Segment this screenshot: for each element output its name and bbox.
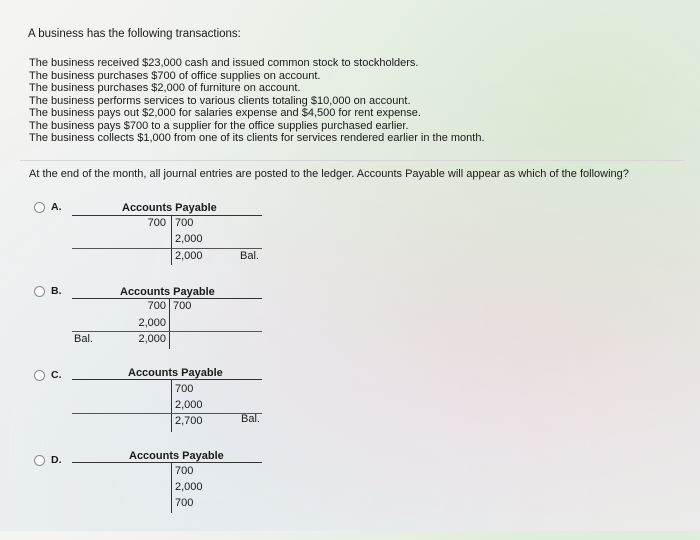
option-b-t-center-line bbox=[169, 299, 170, 349]
option-c-total-line bbox=[72, 413, 262, 414]
option-c-t-center-line bbox=[171, 380, 172, 432]
option-c-letter: C. bbox=[51, 369, 62, 381]
option-b-bal-label: Bal. bbox=[74, 333, 93, 345]
option-d-account-title: Accounts Payable bbox=[129, 450, 224, 462]
option-a-account-title: Accounts Payable bbox=[122, 202, 217, 214]
option-a-t-center-line bbox=[171, 216, 172, 265]
option-d-credit-1: 700 bbox=[175, 465, 194, 477]
option-d-credit-3: 700 bbox=[175, 497, 194, 509]
option-a-total-line bbox=[72, 248, 262, 249]
option-b-debit-2: 2,000 bbox=[138, 317, 166, 329]
option-b-radio[interactable] bbox=[34, 286, 45, 297]
option-b-account-title: Accounts Payable bbox=[120, 286, 215, 298]
option-c-t-top-line bbox=[72, 379, 262, 380]
option-a-bal-label: Bal. bbox=[240, 250, 259, 262]
option-a-t-top-line bbox=[72, 215, 262, 216]
option-a-credit-1: 700 bbox=[175, 217, 194, 229]
option-b-debit-1: 700 bbox=[147, 300, 166, 312]
option-b-letter: B. bbox=[51, 285, 62, 297]
option-b-credit-1: 700 bbox=[173, 300, 192, 312]
option-d[interactable] bbox=[34, 450, 284, 540]
option-a-debit-1: 700 bbox=[147, 217, 166, 229]
question-prompt: At the end of the month, all journal entries are posted to the ledger. Accounts Payable will appear as which of the following? bbox=[29, 168, 629, 180]
option-d-radio[interactable] bbox=[34, 455, 45, 466]
option-c-account-title: Accounts Payable bbox=[128, 367, 223, 379]
option-a[interactable] bbox=[34, 202, 284, 287]
option-d-t-center-line bbox=[171, 463, 172, 513]
option-a-letter: A. bbox=[51, 201, 62, 213]
transaction-4: The business performs services to various clients totaling $10,000 on account. bbox=[29, 94, 411, 107]
option-b[interactable] bbox=[34, 286, 284, 371]
transaction-1: The business received $23,000 cash and issued common stock to stockholders. bbox=[29, 57, 419, 69]
option-d-credit-2: 2,000 bbox=[175, 481, 203, 493]
option-b-debit-3: 2,000 bbox=[138, 333, 166, 345]
option-c[interactable] bbox=[34, 367, 284, 455]
option-b-total-line bbox=[72, 331, 262, 332]
option-c-bal-label: Bal. bbox=[241, 413, 260, 425]
option-c-credit-2: 2,000 bbox=[175, 399, 203, 411]
option-d-letter: D. bbox=[51, 454, 62, 466]
transaction-list bbox=[29, 57, 485, 145]
option-c-credit-3: 2,700 bbox=[175, 415, 203, 427]
transaction-5: The business pays out $2,000 for salaries expense and $4,500 for rent expense. bbox=[29, 107, 421, 119]
option-c-radio[interactable] bbox=[34, 370, 45, 381]
option-a-credit-2: 2,000 bbox=[175, 233, 203, 245]
option-a-credit-3: 2,000 bbox=[175, 250, 203, 262]
transaction-7: The business collects $1,000 from one of its clients for services rendered earlier in the month. bbox=[29, 132, 485, 144]
option-c-credit-1: 700 bbox=[175, 383, 194, 395]
transaction-2: The business purchases $700 of office supplies on account. bbox=[29, 69, 321, 82]
option-b-t-top-line bbox=[72, 298, 262, 299]
transaction-6: The business pays $700 to a supplier for the office supplies purchased earlier. bbox=[29, 119, 409, 132]
transaction-3: The business purchases $2,000 of furniture on account. bbox=[29, 82, 301, 94]
option-d-t-top-line bbox=[72, 462, 262, 463]
question-intro: A business has the following transactions: bbox=[28, 28, 241, 40]
option-a-radio[interactable] bbox=[34, 202, 45, 213]
divider bbox=[20, 160, 685, 161]
